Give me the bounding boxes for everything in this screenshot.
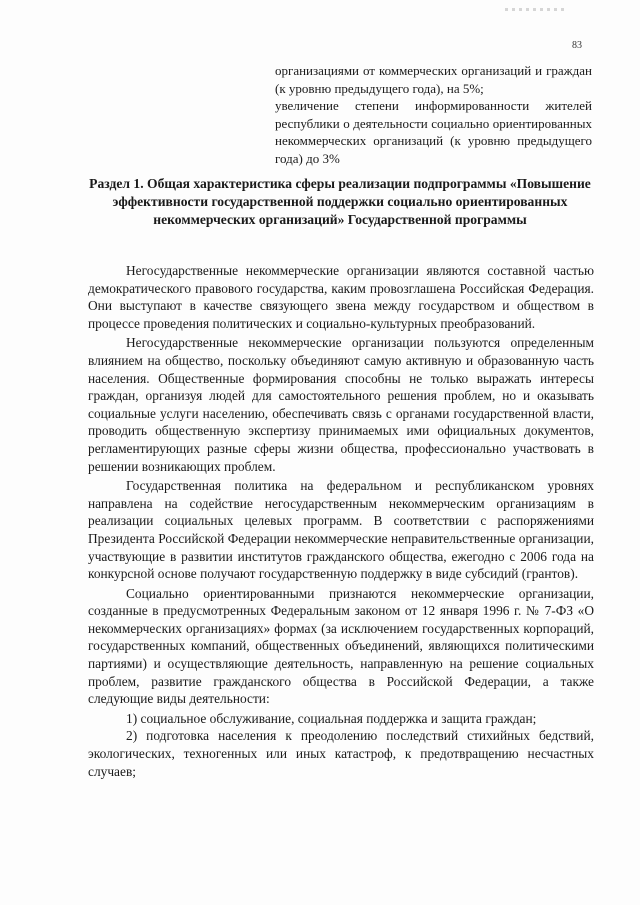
body-text [88,262,594,780]
continued-line: увеличение степени информированности жителей республики о деятельности социально ориентированных некоммерческих организаций (к уровню предыдущего года) до 3% [275,98,592,166]
scan-artifact [505,8,565,11]
continued-text-block [275,62,592,167]
list-item: 1) социальное обслуживание, социальная поддержка и защита граждан; [126,710,537,726]
paragraph: Негосударственные некоммерческие организации пользуются определенным влиянием на общество, поскольку объединяют самую активную и образованную часть населения. Общественные формирования способны не только выражать интересы граждан, организуя людей для самостоятельного решения проблем, но и оказывать социальные услуги населению, обеспечивать связь с органами государственной власти, проводить общественную экспертизу принимаемых ими официальных документов, регламентирующих разные сферы жизни общества, профессионально участвовать в решении возникающих проблем. [88,335,594,474]
paragraph: Социально ориентированными признаются некоммерческие организации, созданные в предусмотренных Федеральным законом от 12 января 1996 г. № 7-ФЗ «О некоммерческих организациях» формах (за исключением государственных корпораций, государственных компаний, общественных объединений, являющихся политическими партиями) и осуществляющие деятельность, направленную на решение социальных проблем, развитие гражданского общества в Российской Федерации, а также следующие виды деятельности: [88,585,594,707]
continued-line: организациями от коммерческих организаций и граждан (к уровню предыдущего года), на 5%; [275,63,592,96]
list-item: 2) подготовка населения к преодолению последствий стихийных бедствий, экологических, техногенных или иных катастроф, к предотвращению несчастных случаев; [88,728,594,779]
section-title: Раздел 1. Общая характеристика сферы реализации подпрограммы «Повышение эффективности государственной поддержки социально ориентированных некоммерческих организаций» Государственной программы [89,176,591,227]
page-number: 83 [572,40,582,51]
paragraph: Негосударственные некоммерческие организации являются составной частью демократического правового государства, каким провозглашена Российская Федерация. Они выступают в качестве связующего звена между государством и обществом в процессе проведения политических и социально-культурных преобразований. [88,263,594,331]
paragraph: Государственная политика на федеральном и республиканском уровнях направлена на содействие негосударственным некоммерческим организациям в реализации социальных целевых программ. В соответствии с распоряжениями Президента Российской Федерации некоммерческие неправительственные организации, участвующие в развитии институтов гражданского общества, ежегодно с 2006 года на конкурсной основе получают государственную поддержку в виде субсидий (грантов). [88,478,594,582]
activity-list [88,710,594,780]
